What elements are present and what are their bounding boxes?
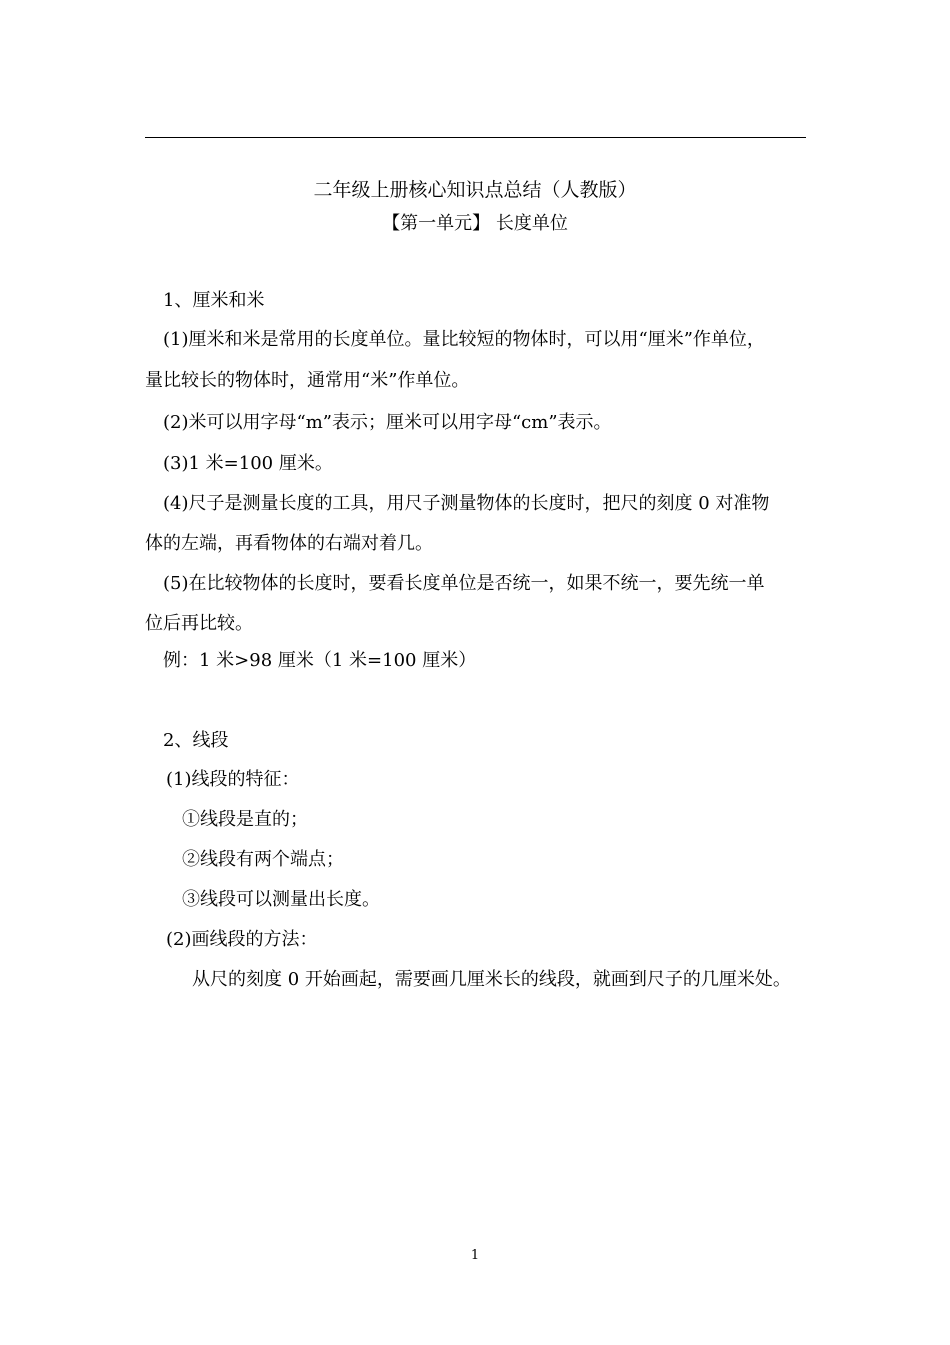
- item1-line2: 量比较长的物体时，通常用“米”作单位。: [145, 370, 470, 391]
- sub-heading-method: (2)画线段的方法：: [166, 929, 318, 950]
- document-title: 二年级上册核心知识点总结（人教版）: [313, 179, 637, 201]
- unit-heading: 【第一单元】 长度单位: [382, 213, 568, 234]
- feature-2: ②线段有两个端点；: [182, 849, 344, 870]
- sub-heading-features: (1)线段的特征：: [166, 769, 300, 790]
- section-heading-centimeter-meter: 1、厘米和米: [163, 290, 265, 311]
- item5-line2: 位后再比较。: [145, 613, 253, 634]
- header-rule: [145, 137, 806, 138]
- item5-line1: (5)在比较物体的长度时，要看长度单位是否统一，如果不统一，要先统一单: [163, 573, 765, 594]
- feature-3: ③线段可以测量出长度。: [182, 889, 380, 910]
- method-text: 从尺的刻度 0 开始画起，需要画几厘米长的线段，就画到尺子的几厘米处。: [192, 969, 791, 990]
- page-number: 1: [470, 1248, 480, 1263]
- example-line: 例：1 米>98 厘米（1 米=100 厘米）: [163, 650, 477, 671]
- item1-line1: (1)厘米和米是常用的长度单位。量比较短的物体时，可以用“厘米”作单位，: [163, 329, 765, 350]
- feature-1: ①线段是直的；: [182, 809, 308, 830]
- item3: (3)1 米=100 厘米。: [163, 453, 333, 474]
- section-heading-line-segment: 2、线段: [163, 730, 229, 751]
- item4-line2: 体的左端，再看物体的右端对着几。: [145, 533, 433, 554]
- item4-line1: (4)尺子是测量长度的工具，用尺子测量物体的长度时，把尺的刻度 0 对准物: [163, 493, 770, 514]
- item2: (2)米可以用字母“m”表示；厘米可以用字母“cm”表示。: [163, 412, 612, 433]
